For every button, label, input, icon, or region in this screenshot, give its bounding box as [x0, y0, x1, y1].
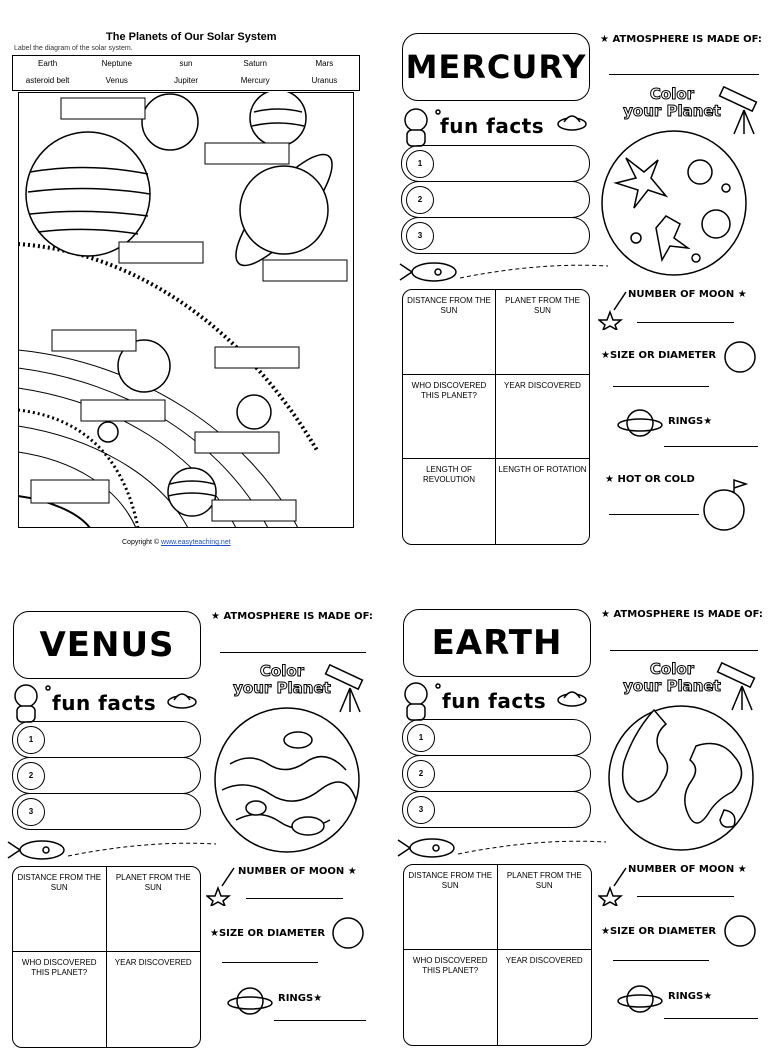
table-cell[interactable]: LENGTH OF ROTATION: [498, 465, 587, 475]
fact-number: 1: [407, 724, 435, 752]
atmosphere-label: ★ ATMOSPHERE IS MADE OF:: [211, 611, 373, 622]
number-of-moon-label: NUMBER OF MOON ★: [628, 864, 747, 875]
atmosphere-label: ★ ATMOSPHERE IS MADE OF:: [600, 34, 762, 45]
atmosphere-text: ATMOSPHERE IS MADE OF:: [223, 611, 373, 622]
table-cell[interactable]: YEAR DISCOVERED: [114, 958, 192, 967]
fact-number: 1: [406, 150, 434, 178]
word-bank-item: Neptune: [101, 59, 132, 68]
ufo-icon: [556, 686, 588, 710]
word-bank-item: Uranus: [311, 76, 338, 85]
table-cell[interactable]: PLANET FROM THE SUN: [496, 290, 589, 375]
word-bank-item: Saturn: [243, 59, 267, 68]
atmosphere-text: ATMOSPHERE IS MADE OF:: [612, 34, 762, 45]
table-cell[interactable]: PLANET FROM THE SUN: [498, 865, 592, 950]
number-of-moon-label: NUMBER OF MOON ★: [238, 866, 357, 877]
ufo-icon: [556, 110, 588, 134]
hot-cold-line[interactable]: [609, 514, 699, 515]
size-label: ★SIZE OR DIAMETER: [601, 926, 717, 937]
copyright-link[interactable]: www.easyteaching.net: [161, 539, 231, 546]
hot-cold-text: HOT OR COLD: [617, 474, 695, 485]
number-of-moon-line[interactable]: [637, 322, 734, 323]
size-label: ★SIZE OR DIAMETER: [210, 928, 326, 939]
ringed-planet-icon: [616, 980, 664, 1018]
worksheet-instructions: Label the diagram of the solar system.: [14, 45, 133, 52]
fun-fact-2[interactable]: [401, 181, 590, 218]
atmosphere-text: ATMOSPHERE IS MADE OF:: [613, 609, 763, 620]
table-cell[interactable]: DISTANCE FROM THE SUN: [403, 290, 496, 375]
dashed-trail: [68, 836, 218, 866]
word-bank: [12, 55, 360, 91]
rings-label: RINGS★: [278, 993, 323, 1004]
size-text: SIZE OR DIAMETER: [609, 350, 717, 361]
table-cell[interactable]: WHO DISCOVERED THIS PLANET?: [404, 950, 498, 1045]
planet-info-table: [402, 289, 590, 545]
atmosphere-line[interactable]: [609, 74, 759, 75]
size-line[interactable]: [613, 960, 709, 961]
your-planet-label: your Planet: [233, 679, 331, 697]
rings-text: RINGS: [668, 991, 704, 1002]
fun-fact-1[interactable]: [12, 721, 201, 758]
rings-label: RINGS★: [668, 991, 713, 1002]
hot-cold-label: ★ HOT OR COLD: [605, 474, 695, 485]
size-text: SIZE OR DIAMETER: [218, 928, 326, 939]
rocket-icon: [6, 834, 68, 870]
fun-fact-3[interactable]: [401, 217, 590, 254]
fact-number: 3: [17, 798, 45, 826]
fact-number: 2: [17, 762, 45, 790]
fact-number: 3: [407, 796, 435, 824]
small-planet-icon: [330, 916, 366, 950]
word-bank-item: asteroid belt: [25, 76, 70, 85]
size-line[interactable]: [613, 386, 709, 387]
ufo-icon: [166, 688, 198, 712]
word-bank-item: Jupiter: [173, 76, 198, 85]
dashed-trail: [458, 834, 608, 864]
your-planet-label: your Planet: [623, 677, 721, 695]
atmosphere-line[interactable]: [220, 652, 366, 653]
shooting-star-icon: [598, 290, 628, 330]
word-bank-item: Earth: [38, 59, 58, 68]
table-cell[interactable]: DISTANCE FROM THE SUN: [13, 867, 107, 952]
color-your-planet: [612, 86, 732, 120]
fun-facts-title: fun facts: [440, 114, 545, 138]
fun-fact-1[interactable]: [402, 719, 591, 756]
word-bank-item: Mars: [315, 59, 334, 68]
word-bank-item: Venus: [105, 76, 128, 85]
venus-illustration: [210, 704, 364, 854]
color-label: Color: [649, 85, 695, 103]
size-label: ★SIZE OR DIAMETER: [601, 350, 717, 361]
fact-number: 1: [17, 726, 45, 754]
size-line[interactable]: [222, 962, 318, 963]
fun-facts-title: fun facts: [442, 689, 547, 713]
rings-text: RINGS: [668, 416, 704, 427]
planet-info-table: [403, 864, 592, 1046]
table-cell[interactable]: YEAR DISCOVERED: [505, 956, 583, 965]
rings-label: RINGS★: [668, 416, 713, 427]
planet-info-table: [12, 866, 201, 1048]
copyright-text: Copyright ©: [122, 539, 160, 546]
rings-line[interactable]: [274, 1020, 366, 1021]
planet-title: VENUS: [13, 611, 201, 679]
table-cell[interactable]: WHO DISCOVERED THIS PLANET?: [13, 952, 107, 1047]
your-planet-label: your Planet: [623, 102, 721, 120]
table-cell[interactable]: WHO DISCOVERED THIS PLANET?: [403, 375, 496, 460]
copyright: [122, 539, 231, 546]
atmosphere-line[interactable]: [610, 650, 758, 651]
color-label: Color: [649, 660, 695, 678]
earth-illustration: [604, 702, 758, 852]
fact-number: 2: [407, 760, 435, 788]
small-planet-icon: [722, 340, 758, 374]
atmosphere-label: ★ ATMOSPHERE IS MADE OF:: [601, 609, 763, 620]
ringed-planet-icon: [226, 982, 274, 1020]
fun-fact-3[interactable]: [402, 791, 591, 828]
dashed-trail: [460, 258, 610, 288]
table-cell[interactable]: YEAR DISCOVERED: [496, 375, 589, 460]
table-cell[interactable]: LENGTH OF REVOLUTION: [403, 459, 496, 544]
fun-fact-2[interactable]: [12, 757, 201, 794]
mercury-illustration: [596, 128, 752, 278]
rocket-icon: [398, 256, 460, 292]
fun-fact-1[interactable]: [401, 145, 590, 182]
worksheet-title: The Planets of Our Solar System: [106, 31, 277, 43]
word-bank-item: Mercury: [240, 76, 270, 85]
ringed-planet-icon: [616, 404, 664, 442]
fun-facts-title: fun facts: [52, 691, 157, 715]
number-of-moon-text: NUMBER OF MOON: [628, 289, 735, 300]
planet-title: MERCURY: [402, 33, 590, 101]
fun-fact-2[interactable]: [402, 755, 591, 792]
color-label: Color: [259, 662, 305, 680]
size-text: SIZE OR DIAMETER: [609, 926, 717, 937]
solar-system-diagram: [18, 92, 354, 528]
word-bank-item: sun: [179, 59, 193, 68]
number-of-moon-label: NUMBER OF MOON ★: [628, 289, 747, 300]
number-of-moon-text: NUMBER OF MOON: [238, 866, 345, 877]
small-planet-icon: [722, 914, 758, 948]
planet-flag-icon: [698, 478, 752, 532]
fact-number: 2: [406, 186, 434, 214]
number-of-moon-line[interactable]: [637, 896, 734, 897]
number-of-moon-text: NUMBER OF MOON: [628, 864, 735, 875]
shooting-star-icon: [598, 866, 628, 906]
rings-text: RINGS: [278, 993, 314, 1004]
fact-number: 3: [406, 222, 434, 250]
rocket-icon: [396, 832, 458, 868]
table-cell[interactable]: DISTANCE FROM THE SUN: [404, 865, 498, 950]
number-of-moon-line[interactable]: [246, 898, 343, 899]
table-cell[interactable]: PLANET FROM THE SUN: [107, 867, 201, 952]
rings-line[interactable]: [664, 446, 758, 447]
shooting-star-icon: [206, 866, 236, 906]
rings-line[interactable]: [664, 1018, 758, 1019]
fun-fact-3[interactable]: [12, 793, 201, 830]
planet-title: EARTH: [403, 609, 591, 677]
